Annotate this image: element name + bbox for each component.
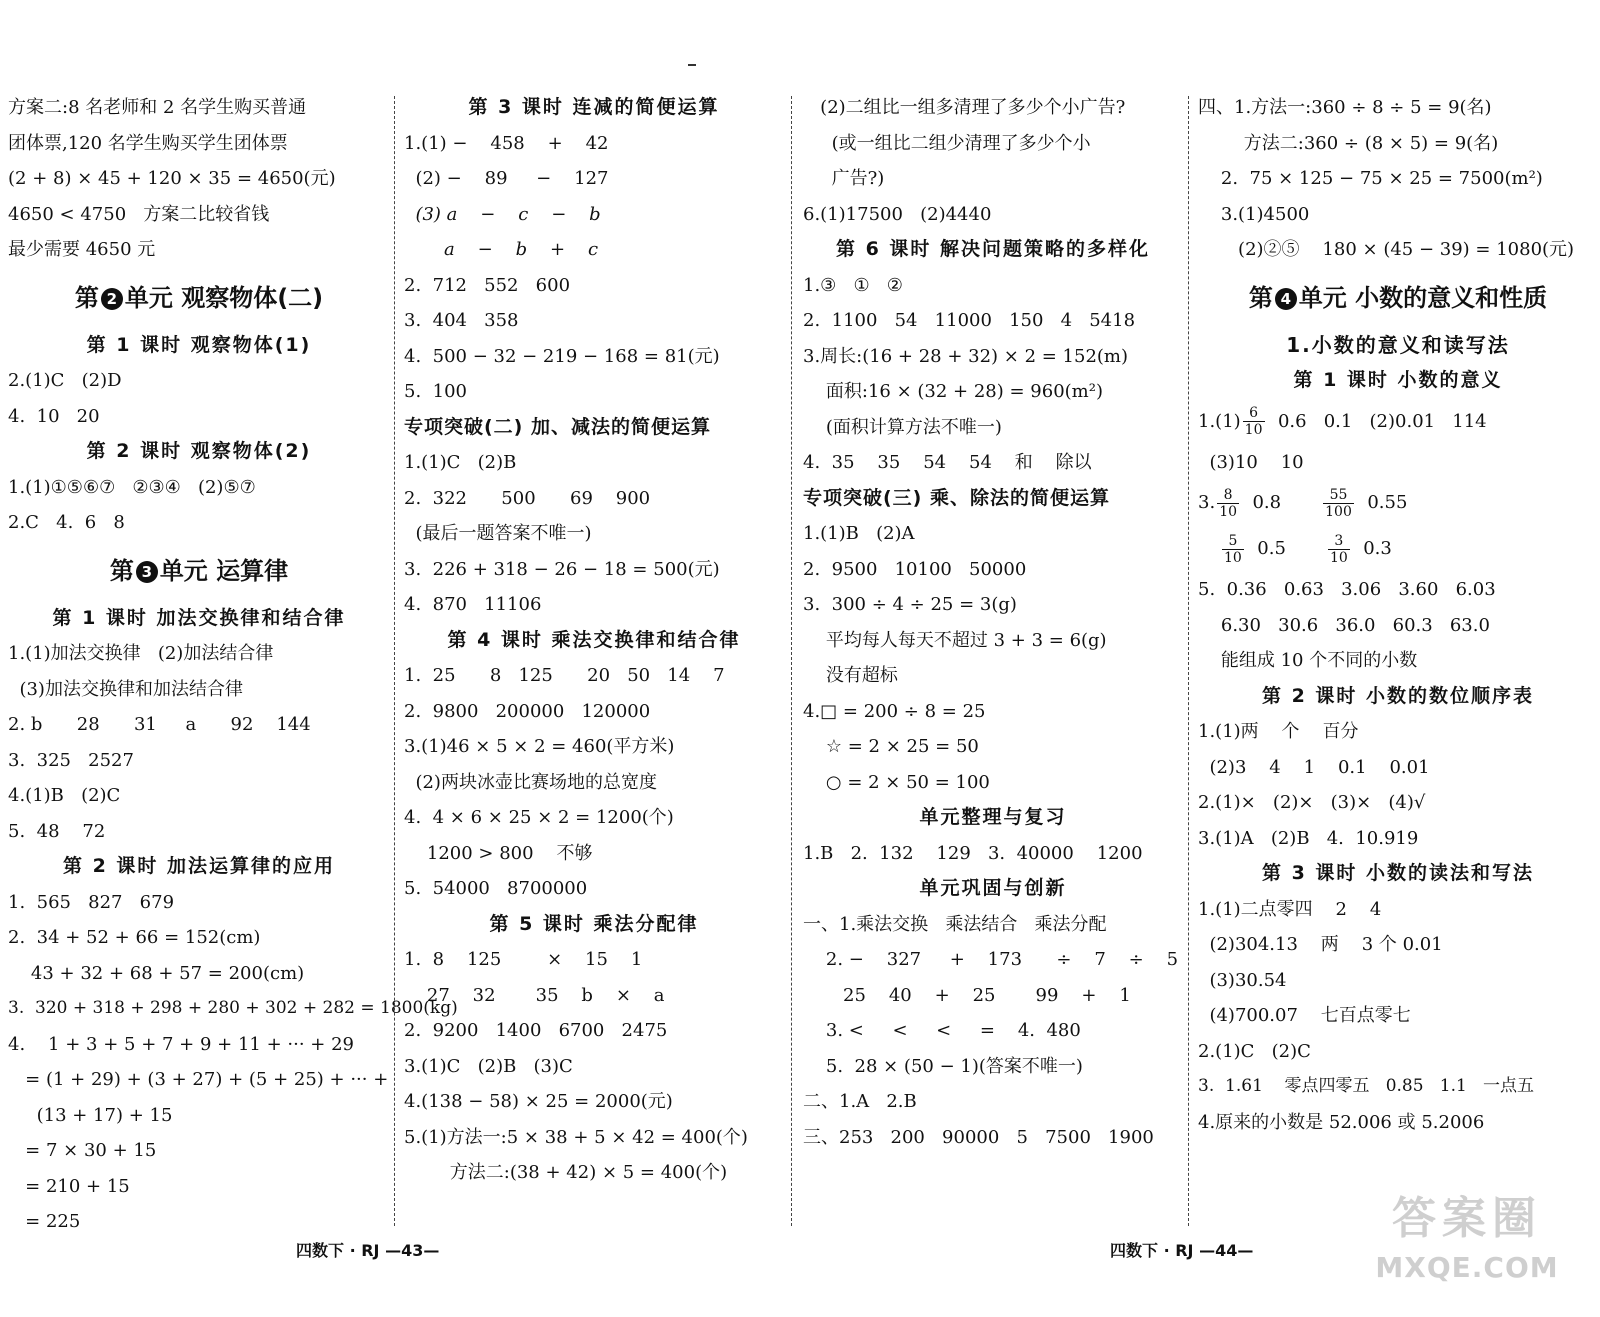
text-line: 四、1.方法一:360 ÷ 8 ÷ 5 = 9(名) [1198,97,1492,118]
denominator: 10 [1224,549,1242,566]
fraction-line [1198,526,1598,572]
text-line: (2)3 4 1 0.1 0.01 [1198,756,1430,778]
text-span: 0.55 [1355,492,1408,513]
text-line: 3. 226 + 318 − 26 − 18 = 500(元) [404,558,720,580]
review-heading: 单元巩固与创新 [919,877,1067,899]
scan-mark [688,64,696,66]
text-line: (13 + 17) + 15 [8,1104,173,1126]
text-line: 2. 9200 1400 6700 2475 [404,1020,668,1041]
text-line: 2. 1100 54 11000 150 4 5418 [803,310,1136,331]
text-line: (3)加法交换律和加法结合律 [8,678,243,700]
fraction [1323,487,1354,520]
text-line: 三、253 200 90000 5 7500 1900 [803,1126,1154,1148]
text-line: 25 40 + 25 99 + 1 [803,984,1131,1006]
lesson-heading: 第 2 课时 小数的数位顺序表 [1261,684,1535,707]
text-line: (2)二组比一组多清理了多少个小广告? [803,97,1126,118]
fraction-line [1198,480,1598,526]
text-line: 1. 25 8 125 20 50 14 7 [404,665,725,686]
text-line: 方法二:(38 + 42) × 5 = 400(个) [404,1162,728,1183]
text-span: 1.(1) [1198,410,1241,432]
numerator: 8 [1217,487,1239,504]
page-footer-left: 四数下 · RJ —43— [296,1241,440,1260]
text-line: 6.(1)17500 (2)4440 [803,203,992,225]
text-line: 方法二:360 ÷ (8 × 5) = 9(名) [1198,132,1499,154]
text-line: = (1 + 29) + (3 + 27) + (5 + 25) + ··· + [8,1069,389,1090]
fraction [1243,405,1265,438]
text-line: 4. 10 20 [8,405,100,427]
fraction [1222,533,1244,566]
text-line: 4.(138 − 58) × 25 = 2000(元) [404,1091,673,1112]
text-line: = 225 [8,1211,81,1232]
text-line: 2. 322 500 69 900 [404,487,651,509]
unit-prefix: 第 [74,283,99,312]
text-line: (3)30.54 [1198,969,1287,991]
text-line: 4. 4 × 6 × 25 × 2 = 1200(个) [404,807,674,828]
column-divider [394,96,395,1226]
text-line: 6.30 30.6 36.0 60.3 63.0 [1198,614,1490,636]
text-line: 1.③ ① ② [803,274,903,296]
column-divider [1188,96,1189,1226]
special-topic-heading: 专项突破(三) 乘、除法的简便运算 [803,486,1110,509]
text-line: (2 + 8) × 45 + 120 × 35 = 4650(元) [8,168,336,189]
text-line: 3.(1)46 × 5 × 2 = 460(平方米) [404,736,675,757]
text-line: a − b + c [404,239,599,260]
lesson-heading: 第 5 课时 乘法分配律 [489,912,699,935]
text-line: = 210 + 15 [8,1175,130,1197]
text-line: 5. 100 [404,381,467,402]
lesson-heading: 第 2 课时 加法运算律的应用 [62,855,336,877]
text-line: 一、1.乘法交换 乘法结合 乘法分配 [803,913,1107,935]
text-line: (2)②⑤ 180 × (45 − 39) = 1080(元) [1198,239,1575,260]
text-line: 团体票,120 名学生购买学生团体票 [8,132,288,154]
text-line: (2) − 89 − 127 [404,168,609,189]
text-line: 1.(1)B (2)A [803,523,915,544]
lesson-heading: 第 1 课时 观察物体(1) [86,333,312,356]
unit-prefix: 第 [109,556,134,585]
text-line: 1.(1)①⑤⑥⑦ ②③④ (2)⑤⑦ [8,476,256,498]
text-line: 1. 8 125 × 15 1 [404,949,643,970]
text-line: 4. 1 + 3 + 5 + 7 + 9 + 11 + ··· + 29 [8,1033,354,1055]
text-line: 2. 9500 10100 50000 [803,558,1027,580]
text-line: 2. 712 552 600 [404,274,571,296]
text-line: 平均每人每天不超过 3 + 3 = 6(g) [803,629,1107,651]
text-line: 3. 404 358 [404,310,519,331]
text-line: 2. 34 + 52 + 66 = 152(cm) [8,927,261,948]
text-line: 2. 9800 200000 120000 [404,700,651,722]
text-line: 2. b 28 31 a 92 144 [8,714,311,735]
lesson-heading: 第 2 课时 观察物体(2) [86,440,312,462]
text-line: 3.(1)C (2)B (3)C [404,1055,573,1077]
text-line: = 7 × 30 + 15 [8,1140,157,1161]
text-line: 3.(1)4500 [1198,203,1310,225]
unit-title: 单元 小数的意义和性质 [1298,283,1548,312]
denominator: 10 [1329,549,1348,566]
text-line: 2.(1)C (2)C [1198,1040,1311,1062]
text-line: 4.原来的小数是 52.006 或 5.2006 [1198,1111,1485,1133]
lesson-heading: 第 1 课时 小数的意义 [1293,369,1503,391]
lesson-heading: 第 4 课时 乘法交换律和结合律 [447,628,741,651]
text-line: ☆ = 2 × 25 = 50 [803,736,979,757]
text-line: (4)700.07 七百点零七 [1198,1005,1411,1026]
text-line: 方案二:8 名老师和 2 名学生购买普通 [8,97,307,118]
text-line: 4650 < 4750 方案二比较省钱 [8,203,270,225]
fraction [1217,487,1239,520]
text-line: 3.(1)A (2)B 4. 10.919 [1198,827,1419,849]
lesson-heading: 第 1 课时 加法交换律和结合律 [52,606,346,629]
numerator: 55 [1323,487,1354,504]
text-line: (2)两块冰壶比赛场地的总宽度 [404,771,657,793]
text-line: 4. 500 − 32 − 219 − 168 = 81(元) [404,345,720,367]
text-line: 2.C 4. 6 8 [8,512,125,533]
text-line: (3)10 10 [1198,451,1304,473]
text-line: 没有超标 [803,665,898,686]
text-line: (3) a − c − b [404,203,601,225]
text-line: 5. 0.36 0.63 3.06 3.60 6.03 [1198,579,1496,600]
text-line: 4.(1)B (2)C [8,785,121,806]
lesson-heading: 第 6 课时 解决问题策略的多样化 [835,238,1151,260]
column-divider [791,96,792,1226]
text-line: 3. 1.61 零点四零五 0.85 1.1 一点五 [1198,1076,1535,1096]
unit-2-heading [8,274,390,322]
unit-title: 单元 观察物体(二) [124,283,324,312]
text-span: 0.6 0.1 (2)0.01 114 [1266,410,1487,432]
text-line: 4. 870 11106 [404,594,542,615]
numerator: 5 [1222,533,1244,550]
text-line: 3. 325 2527 [8,749,134,771]
text-line: 2. − 327 + 173 ÷ 7 ÷ 5 [803,949,1179,970]
unit-4-heading [1198,274,1598,322]
denominator: 10 [1244,422,1263,438]
text-line: 3. 300 ÷ 4 ÷ 25 = 3(g) [803,594,1017,615]
text-line: (或一组比二组少清理了多少个小 [803,132,1091,154]
numerator: 6 [1243,405,1265,422]
text-line: (最后一题答案不唯一) [404,523,592,544]
special-topic-heading: 专项突破(二) 加、减法的简便运算 [404,415,711,438]
text-line: 1.(1)C (2)B [404,452,517,473]
text-line: 3.周长:(16 + 28 + 32) × 2 = 152(m) [803,345,1129,367]
text-line: 1.(1) − 458 + 42 [404,132,609,154]
fraction-line [1198,399,1598,445]
text-line: 43 + 32 + 68 + 57 = 200(cm) [8,962,305,984]
unit-number-badge: 4 [1275,288,1297,310]
fraction [1328,533,1350,566]
text-line: (面积计算方法不唯一) [803,416,1002,438]
watermark-url: MXQE.COM [1375,1251,1559,1284]
text-line: 1.(1)两 个 百分 [1198,721,1359,742]
text-line: 4.□ = 200 ÷ 8 = 25 [803,700,986,722]
text-line: 能组成 10 个不同的小数 [1198,650,1418,671]
page-footer-right: 四数下 · RJ —44— [1110,1241,1254,1260]
column-4 [1198,90,1598,1240]
text-line: 面积:16 × (32 + 28) = 960(m²) [803,381,1103,402]
text-line: 5.(1)方法一:5 × 38 + 5 × 42 = 400(个) [404,1126,748,1148]
text-line: 2.(1)C (2)D [8,370,122,391]
numerator: 3 [1328,533,1350,550]
text-span: 0.3 [1351,538,1392,559]
unit-3-heading [8,547,390,595]
denominator: 10 [1219,503,1238,520]
text-span: 3. [1198,492,1216,513]
unit-title: 单元 运算律 [159,556,289,585]
text-line: 1.(1)加法交换律 (2)加法结合律 [8,643,274,664]
text-line: 2. 75 × 125 − 75 × 25 = 7500(m²) [1198,168,1543,189]
site-watermark [1338,1188,1596,1306]
text-line: 3. < < < = 4. 480 [803,1020,1081,1041]
unit-number-badge: 2 [101,288,123,310]
text-line: 5. 48 72 [8,820,106,842]
section-heading: 1.小数的意义和读写法 [1286,332,1510,357]
text-line: 27 32 35 b × a [404,984,665,1006]
text-line: 1.B 2. 132 129 3. 40000 1200 [803,842,1143,864]
text-line: 最少需要 4650 元 [8,239,156,260]
text-line: 1.(1)二点零四 2 4 [1198,898,1382,920]
lesson-heading: 第 3 课时 小数的读法和写法 [1261,862,1535,884]
text-line: 4. 35 35 54 54 和 除以 [803,452,1092,473]
text-line: 二、1.A 2.B [803,1091,917,1112]
text-line: 2.(1)× (2)× (3)× (4)√ [1198,792,1426,813]
text-line: 3. 320 + 318 + 298 + 280 + 302 + 282 = 1800(kg) [8,998,458,1018]
unit-prefix: 第 [1248,283,1273,312]
text-line: (2)304.13 两 3 个 0.01 [1198,934,1443,955]
unit-number-badge: 3 [136,561,158,583]
column-2 [404,90,784,1240]
text-line: 1. 565 827 679 [8,891,175,913]
text-line: 1200 > 800 不够 [404,842,593,864]
text-span: 0.5 [1245,538,1326,559]
column-3 [803,90,1183,1240]
lesson-heading: 第 3 课时 连减的简便运算 [468,96,720,118]
text-line: ○ = 2 × 50 = 100 [803,771,990,793]
text-line: 5. 28 × (50 − 1)(答案不唯一) [803,1055,1083,1077]
denominator: 100 [1325,503,1352,520]
watermark-text: 答案圈 [1392,1193,1542,1244]
text-span: 0.8 [1241,492,1322,513]
text-line: 5. 54000 8700000 [404,878,588,899]
text-line: 广告?) [803,168,885,189]
review-heading: 单元整理与复习 [919,806,1067,828]
